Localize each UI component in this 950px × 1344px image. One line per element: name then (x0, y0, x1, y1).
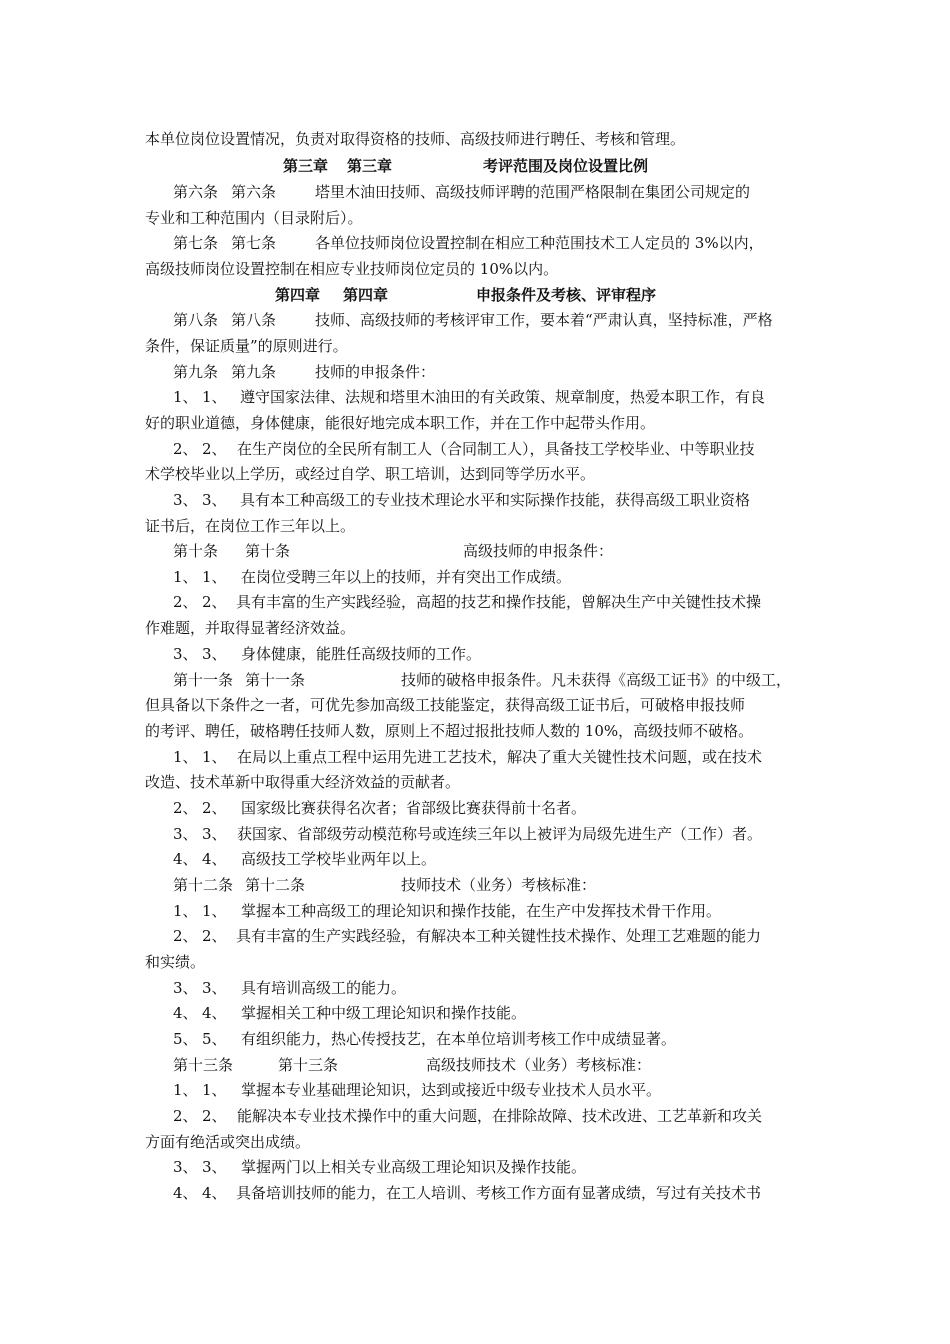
item-number: 5、 (173, 1030, 198, 1048)
item-number: 1、 (202, 1081, 227, 1099)
item-number: 2、 (173, 927, 198, 945)
list-item (145, 592, 815, 612)
item-text: 具有本工种高级工的专业技术理论水平和实际操作技能，获得高级工职业资格 (240, 491, 751, 509)
article-text: 技师、高级技师的考核评审工作，要本着“严肃认真，坚持标准，严格 (315, 311, 773, 329)
article-text: 技师的破格申报条件。凡未获得《高级工证书》的中级工， (401, 671, 792, 689)
item-number: 4、 (173, 1004, 198, 1022)
article-text: 高级技师技术（业务）考核标准： (426, 1056, 652, 1074)
item-text: 掌握本专业基础理论知识，达到或接近中级专业技术人员水平。 (241, 1081, 662, 1099)
chapter-heading (145, 156, 815, 176)
item-number: 3、 (202, 979, 227, 997)
item-number: 3、 (202, 645, 227, 663)
item-number: 2、 (173, 593, 198, 611)
paragraph-line: 证书后，在岗位工作三年以上。 (145, 517, 356, 535)
article-number: 第十二条 (173, 876, 234, 894)
item-number: 2、 (202, 440, 227, 458)
item-number: 3、 (202, 491, 227, 509)
item-text: 有组织能力，热心传授技艺，在本单位培训考核工作中成绩显著。 (241, 1030, 677, 1048)
paragraph-line: 条件，保证质量”的原则进行。 (145, 337, 348, 355)
paragraph-line: 的考评、聘任，破格聘任技师人数，原则上不超过报批技师人数的 10%，高级技师不破格。 (145, 722, 754, 740)
list-item (145, 1029, 815, 1049)
item-number: 1、 (173, 1081, 198, 1099)
list-item (145, 798, 815, 818)
item-number: 3、 (173, 645, 198, 663)
list-item (145, 387, 815, 407)
article-number: 第十二条 (245, 876, 306, 894)
item-number: 1、 (202, 902, 227, 920)
article-line (145, 1055, 815, 1075)
item-number: 1、 (202, 748, 227, 766)
article-line (145, 310, 815, 330)
list-item (145, 978, 815, 998)
article-number: 第十一条 (173, 671, 234, 689)
article-number: 第十三条 (278, 1056, 339, 1074)
chapter-number: 第三章 (347, 157, 393, 175)
article-text: 各单位技师岗位设置控制在相应工种范围技术工人定员的 3%以内， (315, 234, 764, 252)
item-number: 1、 (173, 568, 198, 586)
article-number: 第七条 (173, 234, 219, 252)
chapter-heading (145, 285, 815, 305)
list-item (145, 901, 815, 921)
article-text: 技师技术（业务）考核标准： (401, 876, 597, 894)
item-text: 在生产岗位的全民所有制工人（合同制工人），具备技工学校毕业、中等职业技 (237, 440, 755, 458)
article-line (145, 875, 815, 895)
paragraph-line: 改造、技术革新中取得重大经济效益的贡献者。 (145, 773, 461, 791)
item-number: 3、 (173, 979, 198, 997)
article-number: 第九条 (173, 363, 219, 381)
list-item (145, 490, 815, 510)
list-item (145, 849, 815, 869)
article-text: 塔里木油田技师、高级技师评聘的范围严格限制在集团公司规定的 (315, 183, 751, 201)
paragraph-line: 和实绩。 (145, 953, 206, 971)
item-number: 2、 (173, 1107, 198, 1125)
item-number: 5、 (202, 1030, 227, 1048)
list-item (145, 439, 815, 459)
item-text: 身体健康，能胜任高级技师的工作。 (241, 645, 482, 663)
paragraph-line: 方面有绝活或突出成绩。 (145, 1133, 311, 1151)
item-number: 3、 (173, 491, 198, 509)
chapter-title: 申报条件及考核、评审程序 (476, 286, 657, 304)
item-number: 4、 (173, 1184, 198, 1202)
list-item (145, 644, 815, 664)
chapter-number: 第三章 (283, 157, 329, 175)
item-number: 2、 (202, 927, 227, 945)
paragraph-line: 术学校毕业以上学历，或经过自学、职工培训，达到同等学历水平。 (145, 465, 596, 483)
item-text: 在局以上重点工程中运用先进工艺技术，解决了重大关键性技术问题，或在技术 (237, 748, 763, 766)
article-text: 技师的申报条件： (315, 363, 436, 381)
item-number: 2、 (173, 799, 198, 817)
paragraph-line: 专业和工种范围内（目录附后）。 (145, 209, 363, 227)
article-line (145, 362, 815, 382)
article-number: 第八条 (231, 311, 277, 329)
item-text: 具有培训高级工的能力。 (241, 979, 407, 997)
list-item (145, 567, 815, 587)
item-text: 国家级比赛获得名次者；省部级比赛获得前十名者。 (241, 799, 587, 817)
article-number: 第十一条 (245, 671, 306, 689)
item-number: 1、 (173, 748, 198, 766)
item-number: 3、 (173, 825, 198, 843)
article-number: 第七条 (231, 234, 277, 252)
item-number: 3、 (202, 1158, 227, 1176)
article-number: 第十条 (245, 542, 291, 560)
paragraph-line: 本单位岗位设置情况，负责对取得资格的技师、高级技师进行聘任、考核和管理。 (145, 130, 686, 148)
paragraph-line: 好的职业道德，身体健康，能很好地完成本职工作，并在工作中起带头作用。 (145, 414, 656, 432)
article-line (145, 233, 815, 253)
article-number: 第六条 (173, 183, 219, 201)
item-text: 掌握相关工种中级工理论知识和操作技能。 (241, 1004, 527, 1022)
item-number: 3、 (202, 825, 227, 843)
item-number: 1、 (173, 388, 198, 406)
list-item (145, 1003, 815, 1023)
article-number: 第六条 (231, 183, 277, 201)
item-number: 2、 (202, 593, 227, 611)
paragraph-line: 作难题，并取得显著经济效益。 (145, 619, 356, 637)
chapter-title: 考评范围及岗位设置比例 (483, 157, 649, 175)
article-number: 第十三条 (173, 1056, 234, 1074)
item-text: 具备培训技师的能力，在工人培训、考核工作方面有显著成绩，写过有关技术书 (236, 1184, 762, 1202)
item-text: 能解决本专业技术操作中的重大问题，在排除故障、技术改进、工艺革新和攻关 (237, 1107, 763, 1125)
article-number: 第十条 (173, 542, 219, 560)
item-number: 2、 (202, 799, 227, 817)
article-text: 高级技师的申报条件： (463, 542, 614, 560)
list-item (145, 1183, 815, 1203)
list-item (145, 1106, 815, 1126)
article-number: 第八条 (173, 311, 219, 329)
item-number: 1、 (173, 902, 198, 920)
item-text: 遵守国家法律、法规和塔里木油田的有关政策、规章制度，热爱本职工作，有良 (240, 388, 766, 406)
item-text: 掌握两门以上相关专业高级工理论知识及操作技能。 (241, 1158, 587, 1176)
item-text: 具有丰富的生产实践经验，有解决本工种关键性技术操作、处理工艺难题的能力 (236, 927, 762, 945)
item-number: 4、 (202, 850, 227, 868)
item-number: 2、 (202, 1107, 227, 1125)
paragraph-line: 但具备以下条件之一者，可优先参加高级工技能鉴定，获得高级工证书后，可破格申报技师 (145, 696, 746, 714)
article-line (145, 670, 815, 690)
item-number: 3、 (173, 1158, 198, 1176)
item-number: 2、 (173, 440, 198, 458)
item-text: 掌握本工种高级工的理论知识和操作技能，在生产中发挥技术骨干作用。 (241, 902, 722, 920)
list-item (145, 926, 815, 946)
paragraph-line: 高级技师岗位设置控制在相应专业技师岗位定员的 10%以内。 (145, 260, 559, 278)
article-number: 第九条 (231, 363, 277, 381)
article-line (145, 182, 815, 202)
item-text: 在岗位受聘三年以上的技师，并有突出工作成绩。 (241, 568, 572, 586)
item-number: 1、 (202, 388, 227, 406)
item-number: 4、 (202, 1184, 227, 1202)
item-number: 1、 (202, 568, 227, 586)
chapter-number: 第四章 (343, 286, 389, 304)
item-number: 4、 (202, 1004, 227, 1022)
article-line (145, 541, 815, 561)
list-item (145, 1157, 815, 1177)
list-item (145, 1080, 815, 1100)
list-item (145, 747, 815, 767)
chapter-number: 第四章 (275, 286, 321, 304)
item-text: 具有丰富的生产实践经验，高超的技艺和操作技能，曾解决生产中关键性技术操 (236, 593, 762, 611)
item-number: 4、 (173, 850, 198, 868)
list-item (145, 824, 815, 844)
item-text: 高级技工学校毕业两年以上。 (241, 850, 437, 868)
item-text: 获国家、省部级劳动模范称号或连续三年以上被评为局级先进生产（工作）者。 (237, 825, 763, 843)
